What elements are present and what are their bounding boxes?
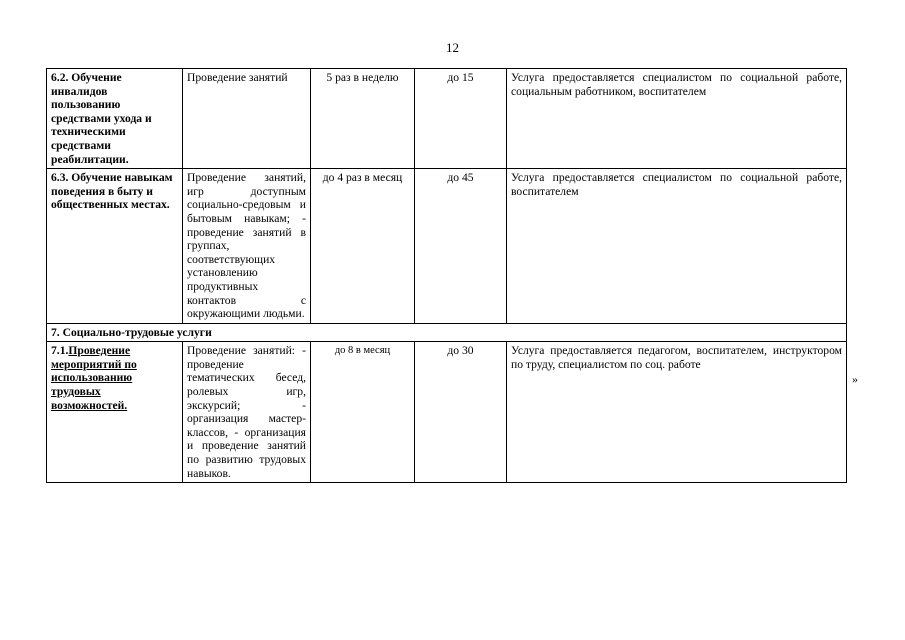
- service-name: 6.3. Обучение навыкам поведения в быту и общественных местах.: [47, 169, 183, 324]
- table-row: [47, 69, 847, 169]
- service-title: Проведение мероприятий по использованию трудовых возможностей.: [51, 344, 137, 412]
- table-row: [47, 169, 847, 324]
- service-duration: до 15: [415, 69, 507, 169]
- service-duration: до 45: [415, 169, 507, 324]
- page-number: 12: [446, 40, 459, 55]
- section-row: [47, 323, 847, 342]
- service-provider: Услуга предоставляется специалистом по социальной работе, социальным работником, воспитателем: [507, 69, 847, 169]
- table-row: [47, 342, 847, 483]
- service-duration: до 30: [415, 342, 507, 483]
- service-frequency: до 4 раз в месяц: [311, 169, 415, 324]
- closing-quote: »: [852, 372, 858, 386]
- service-frequency: до 8 в месяц: [311, 342, 415, 483]
- service-number: 7.1.: [51, 344, 69, 358]
- service-name: [47, 342, 183, 483]
- service-activity: Проведение занятий: [183, 69, 311, 169]
- service-provider: Услуга предоставляется педагогом, воспитателем, инструктором по труду, специалистом по соц. работе: [507, 342, 847, 483]
- service-name: 6.2. Обучение инвалидов пользованию средствами ухода и техническими средствами реабилитации.: [47, 69, 183, 169]
- service-activity: Проведение занятий, игр доступным социально-средовым и бытовым навыкам; - проведение занятий в группах, соответствующих установлению продуктивных контактов с окружающими людьми.: [183, 169, 311, 324]
- services-table: [46, 68, 847, 483]
- service-activity: Проведение занятий: - проведение тематических бесед, ролевых игр, экскурсий; - организация мастер-классов, - организация и проведение занятий по развитию трудовых навыков.: [183, 342, 311, 483]
- section-title: 7. Социально-трудовые услуги: [47, 323, 847, 342]
- service-frequency: 5 раз в неделю: [311, 69, 415, 169]
- service-provider: Услуга предоставляется специалистом по социальной работе, воспитателем: [507, 169, 847, 324]
